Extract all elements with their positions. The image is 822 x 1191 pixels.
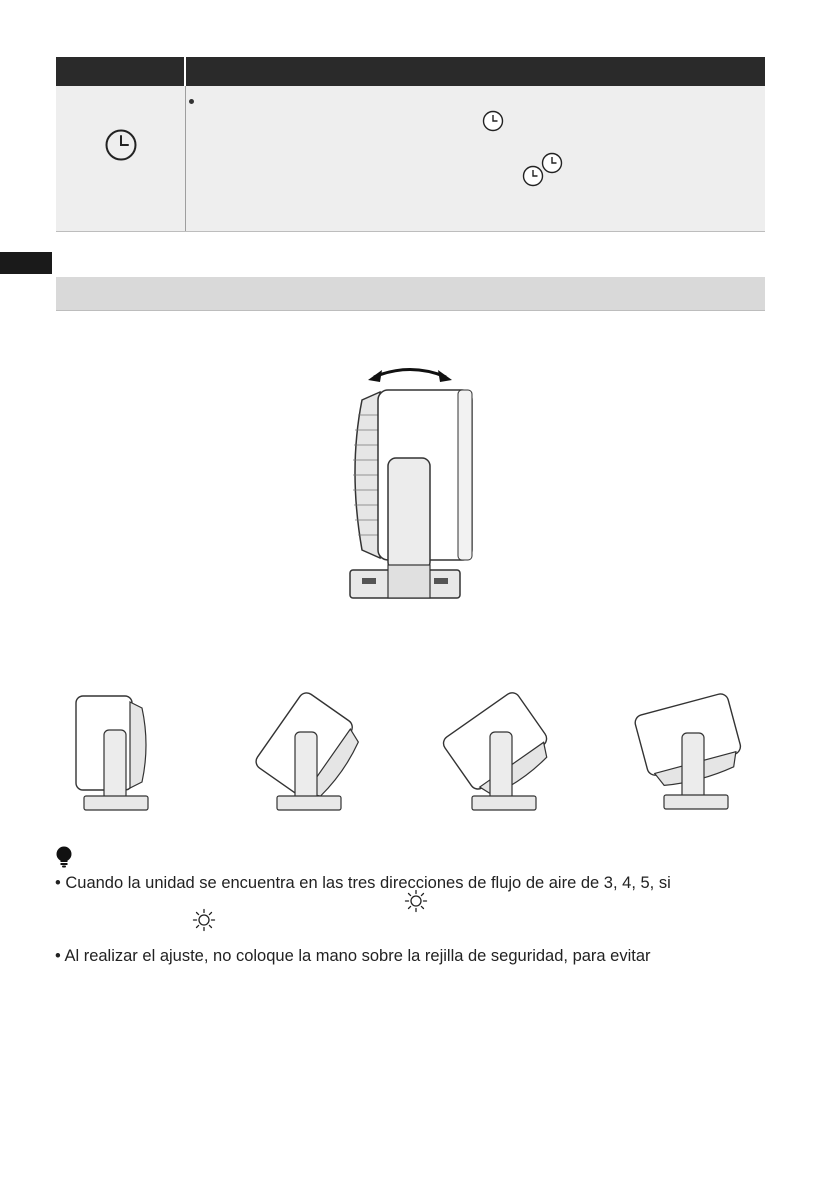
sun-icon: [404, 889, 428, 913]
clock-icon: [104, 128, 138, 162]
clock-icon: [482, 110, 504, 132]
side-tab: [0, 252, 52, 274]
fan-position-tilt-1: [255, 690, 360, 815]
note-1-line-1: • Cuando la unidad se encuentra en las tres direcciones de flujo de aire de 3, 4, 5, si: [55, 874, 671, 892]
fan-position-tilt-2: [442, 690, 557, 815]
fan-position-tilt-3: [632, 685, 752, 815]
fan-position-upright: [70, 690, 155, 815]
table-header-bar: [56, 57, 765, 86]
lightbulb-icon: [55, 846, 73, 868]
section-header-bar: [56, 277, 765, 311]
note-2-line-1: • Al realizar el ajuste, no coloque la mano sobre la rejilla de seguridad, para evitar: [55, 947, 651, 965]
clock-icon: [541, 152, 563, 174]
bullet-dot: [189, 99, 194, 104]
timer-row-divider: [185, 86, 186, 231]
fan-side-view-swivel: [330, 360, 480, 605]
clock-icon: [522, 165, 544, 187]
timer-row: [56, 86, 765, 232]
sun-icon: [192, 908, 216, 932]
table-header-divider: [184, 57, 186, 86]
